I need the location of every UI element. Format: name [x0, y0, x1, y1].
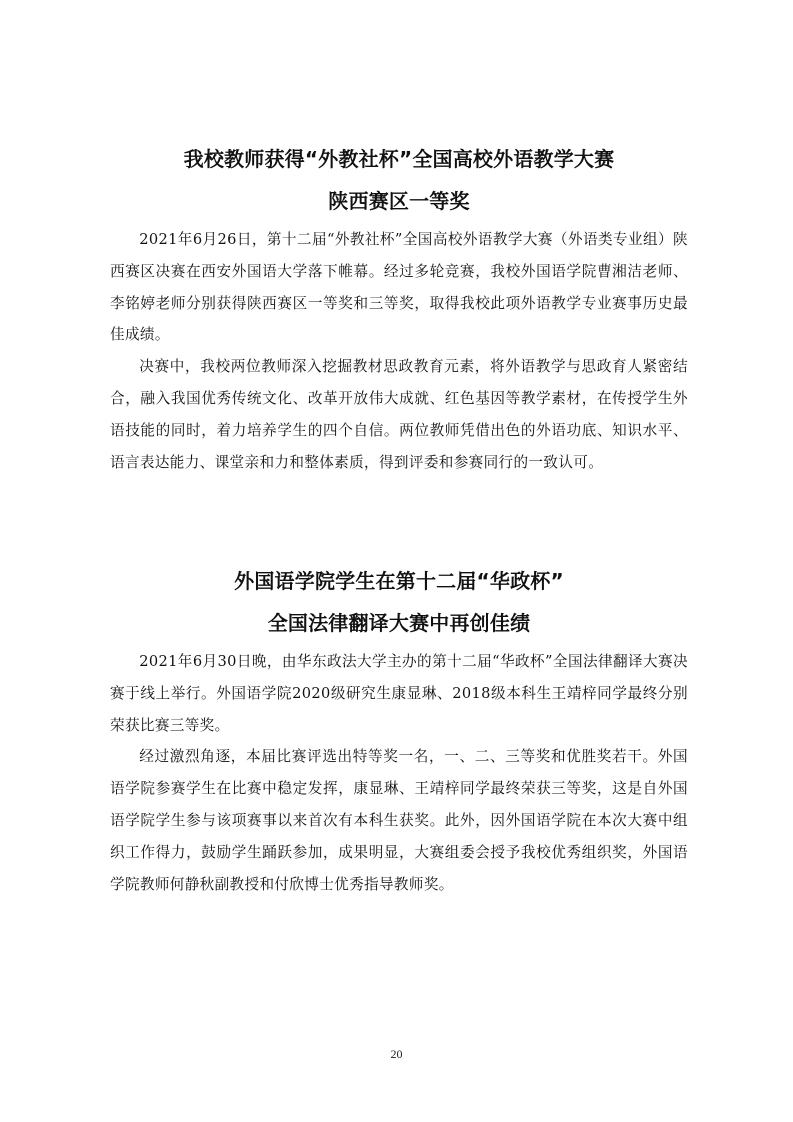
article-title-line-2: 全国法律翻译大赛中再创佳绩 [267, 611, 531, 635]
article-title-line-2: 陕西赛区一等奖 [328, 189, 470, 213]
article-title-line-1: 我校教师获得“外教社杯”全国高校外语教学大赛 [183, 147, 615, 171]
article-title-line-1: 外国语学院学生在第十二届“华政杯” [234, 569, 564, 593]
article-legal-translation-competition [110, 562, 688, 900]
article-paragraph: 决赛中，我校两位教师深入挖掘教材思政教育元素，将外语教学与思政育人紧密结合，融入我国优秀传统文化、改革开放伟大成就、红色基因等教学素材，在传授学生外语技能的同时，着力培养学生的四个自信。两位教师凭借出色的外语功底、知识水平、语言表达能力、课堂亲和力和整体素质，得到评委和参赛同行的一致认可。 [110, 358, 688, 471]
article-paragraph: 经过激烈角逐，本届比赛评选出特等奖一名，一、二、三等奖和优胜奖若干。外国语学院参赛学生在比赛中稳定发挥，康显琳、王靖梓同学最终荣获三等奖，这是自外国语学院学生参与该项赛事以来首次有本科生获奖。此外，因外国语学院在本次大赛中组织工作得力，鼓励学生踊跃参加，成果明显，大赛组委会授予我校优秀组织奖，外国语学院教师何静秋副教授和付欣博士优秀指导教师奖。 [110, 748, 688, 893]
page-number: 20 [390, 1047, 403, 1061]
article-paragraph: 2021年6月30日晚，由华东政法大学主办的第十二届“华政杯”全国法律翻译大赛决赛于线上举行。外国语学院2020级研究生康显琳、2018级本科生王靖梓同学最终分别荣获比赛三等奖。 [110, 653, 688, 734]
article-paragraph: 2021年6月26日，第十二届“外教社杯”全国高校外语教学大赛（外语类专业组）陕西赛区决赛在西安外国语大学落下帷幕。经过多轮竞赛，我校外国语学院曹湘洁老师、李铭婷老师分别获得陕西赛区一等奖和三等奖，取得我校此项外语教学专业赛事历史最佳成绩。 [110, 231, 688, 344]
article-teaching-competition [110, 140, 688, 478]
